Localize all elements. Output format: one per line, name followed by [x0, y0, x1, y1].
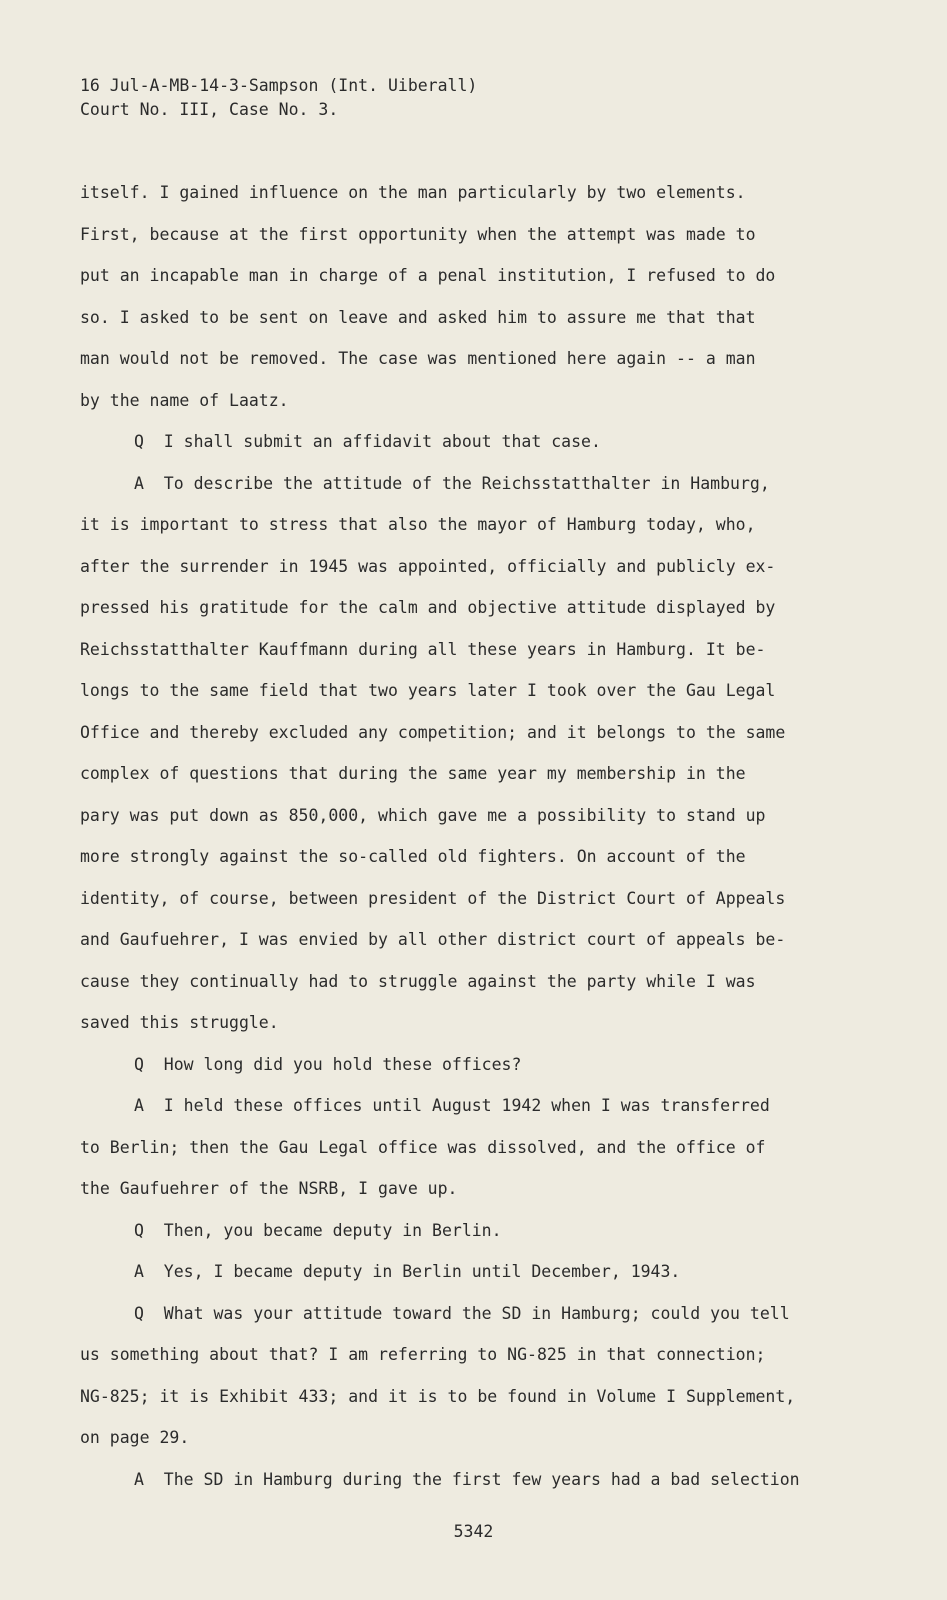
transcript-line: after the surrender in 1945 was appointed, officially and publicly ex-: [80, 556, 776, 576]
transcript-line: NG-825; it is Exhibit 433; and it is to be found in Volume I Supplement,: [80, 1386, 796, 1406]
transcript-line: the Gaufuehrer of the NSRB, I gave up.: [80, 1179, 458, 1198]
transcript-line: us something about that? I am referring to NG-825 in that connection;: [80, 1345, 766, 1364]
transcript-line: more strongly against the so-called old fighters. On account of the: [80, 847, 746, 866]
transcript-line: Office and thereby excluded any competition; and it belongs to the same: [80, 722, 786, 742]
transcript-line: Reichsstatthalter Kauffmann during all these years in Hamburg. It be-: [80, 639, 766, 659]
transcript-line: longs to the same field that two years later I took over the Gau Legal: [80, 681, 776, 700]
question-line: Q I shall submit an affidavit about that case.: [134, 432, 601, 451]
transcript-line: man would not be removed. The case was mentioned here again -- a man: [80, 349, 756, 368]
document-header: [80, 74, 477, 122]
transcript-line: put an incapable man in charge of a penal institution, I refused to do: [80, 266, 776, 285]
transcript-line: identity, of course, between president of the District Court of Appeals: [80, 888, 786, 908]
header-line-court: Court No. III, Case No. 3.: [80, 100, 339, 119]
answer-line: A The SD in Hamburg during the first few years had a bad selection: [134, 1469, 800, 1489]
question-line: Q What was your attitude toward the SD in Hamburg; could you tell: [134, 1303, 790, 1323]
transcript-line: itself. I gained influence on the man particularly by two elements.: [80, 183, 746, 202]
page-number: 5342: [453, 1522, 494, 1541]
transcript-line: it is important to stress that also the mayor of Hamburg today, who,: [80, 515, 756, 534]
transcript-line: First, because at the first opportunity when the attempt was made to: [80, 224, 756, 244]
transcript-line: pary was put down as 850,000, which gave me a possibility to stand up: [80, 805, 766, 825]
transcript-line: saved this struggle.: [80, 1013, 279, 1032]
answer-line: A I held these offices until August 1942 when I was transferred: [134, 1096, 770, 1115]
transcript-line: on page 29.: [80, 1428, 190, 1447]
transcript-line: complex of questions that during the same year my membership in the: [80, 764, 746, 783]
header-line-case-ref: 16 Jul-A-MB-14-3-Sampson (Int. Uiberall): [80, 76, 478, 95]
transcript-line: to Berlin; then the Gau Legal office was dissolved, and the office of: [80, 1137, 766, 1157]
transcript-line: by the name of Laatz.: [80, 390, 289, 410]
transcript-body: [80, 172, 820, 1500]
question-line: Q How long did you hold these offices?: [134, 1054, 522, 1074]
answer-line: A Yes, I became deputy in Berlin until December, 1943.: [134, 1262, 681, 1281]
transcript-line: cause they continually had to struggle against the party while I was: [80, 971, 756, 991]
answer-line: A To describe the attitude of the Reichsstatthalter in Hamburg,: [134, 473, 770, 493]
transcript-line: and Gaufuehrer, I was envied by all other district court of appeals be-: [80, 930, 786, 949]
question-line: Q Then, you became deputy in Berlin.: [134, 1220, 502, 1240]
transcript-line: pressed his gratitude for the calm and objective attitude displayed by: [80, 598, 776, 617]
transcript-line: so. I asked to be sent on leave and asked him to assure me that that: [80, 307, 756, 327]
